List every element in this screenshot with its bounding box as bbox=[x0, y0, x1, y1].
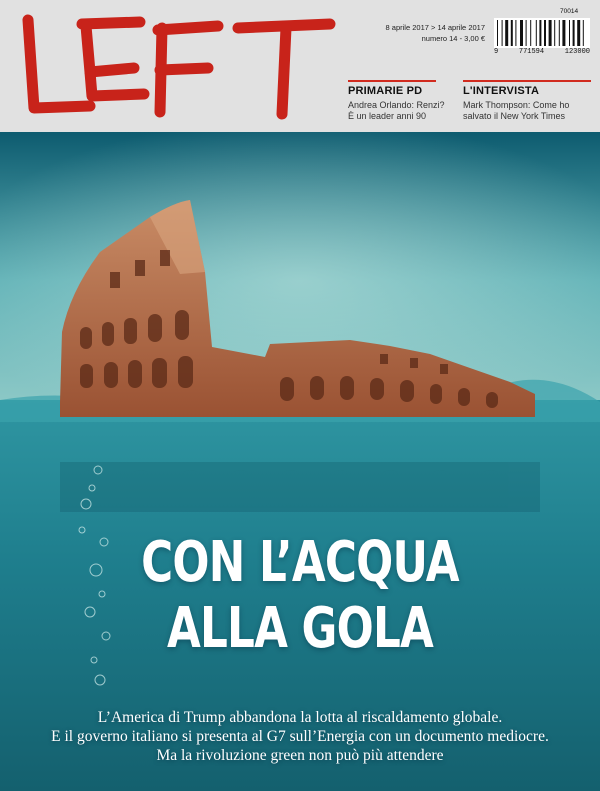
teaser-rule bbox=[463, 80, 591, 82]
deck-line-3: Ma la rivoluzione green non può più attendere bbox=[156, 747, 444, 764]
teaser-heading: L'INTERVISTA bbox=[463, 85, 540, 97]
date-range: 8 aprile 2017 > 14 aprile 2017 bbox=[385, 23, 485, 32]
barcode-digits: 9 771594 123000 bbox=[494, 48, 590, 56]
deck-line-1: L’America di Trump abbandona la lotta al riscaldamento globale. bbox=[97, 709, 503, 726]
headline-line-2: ALLA GOLA bbox=[166, 596, 434, 661]
teaser-text: Mark Thompson: Come ho salvato il New York Times bbox=[463, 100, 570, 121]
teaser-rule bbox=[348, 80, 436, 82]
headline-line-1: CON L’ACQUA bbox=[141, 530, 459, 595]
teaser-heading: PRIMARIE PD bbox=[348, 85, 423, 97]
cover-deck bbox=[30, 708, 570, 765]
left-logo bbox=[12, 10, 342, 122]
teaser-text: Andrea Orlando: Renzi? È un leader anni 90 bbox=[348, 100, 445, 121]
barcode-top-number: 70014 bbox=[560, 8, 579, 15]
deck-line-2: E il governo italiano si presenta al G7 sull’Energia con un documento mediocre. bbox=[51, 728, 549, 745]
issue-info bbox=[385, 22, 485, 44]
masthead bbox=[0, 0, 600, 132]
cover-illustration bbox=[0, 132, 600, 791]
barcode bbox=[494, 18, 590, 48]
cover-headline bbox=[66, 530, 534, 662]
issue-price: numero 14 - 3,00 € bbox=[421, 34, 485, 43]
teaser-primarie-pd[interactable] bbox=[348, 80, 448, 122]
teaser-intervista[interactable] bbox=[463, 80, 593, 122]
